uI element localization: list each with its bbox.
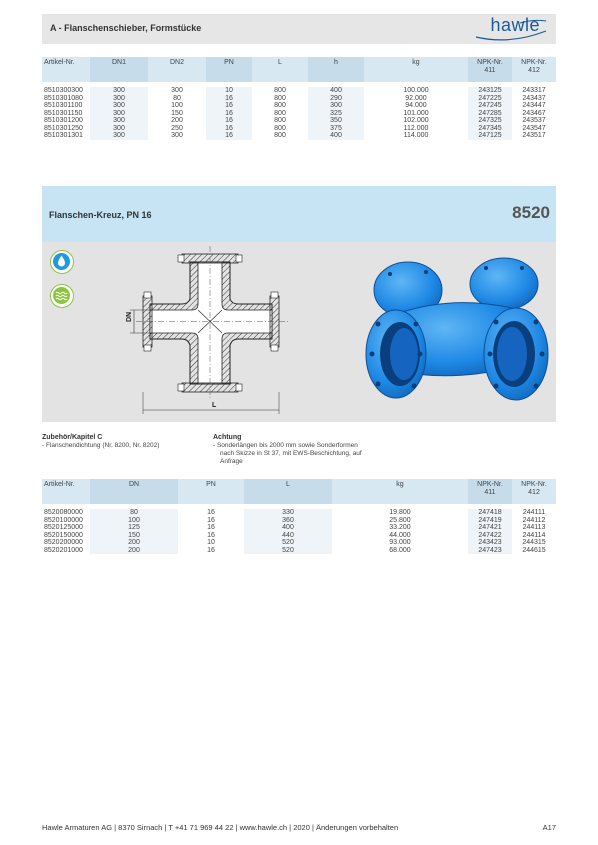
table-cell: 25.800 (389, 516, 411, 524)
table-cell: 244113 (522, 524, 546, 531)
table-cell: 300 (171, 132, 183, 139)
dim-dn-label: DN (126, 311, 133, 322)
product-title: Flanschen-Kreuz, PN 16 (49, 210, 152, 220)
table-header-row (42, 479, 556, 504)
table-cell: 247345 (468, 125, 512, 133)
col-pn: PN (206, 57, 252, 82)
table-row (42, 125, 556, 133)
table-cell: 8520201000 (44, 546, 83, 554)
table-cell: 243467 (522, 109, 546, 117)
page-number: A17 (542, 823, 556, 832)
col-npk-411-label: NPK-Nr. (477, 481, 503, 488)
table-cell: 400 (308, 132, 364, 140)
table-cell: 114.000 (403, 132, 429, 139)
col-npk-412 (512, 479, 556, 504)
table-cell: 300 (308, 102, 364, 110)
table-cell: 300 (90, 95, 148, 103)
table-cell: 100 (171, 102, 183, 109)
table-cell: 244114 (522, 531, 546, 539)
table-cell: 93.000 (389, 539, 411, 546)
table-cell: 244112 (522, 516, 546, 524)
col-npk-412-label: NPK-Nr. (521, 481, 547, 488)
table-header-row (42, 57, 556, 82)
table-cell: 112.000 (403, 124, 429, 132)
table-cell: 300 (171, 87, 183, 94)
table-row (42, 539, 556, 547)
table-cell: 290 (308, 95, 364, 103)
table-cell: 300 (90, 125, 148, 133)
col-npk-412-num: 412 (528, 67, 540, 74)
logo-text: hawle (490, 15, 540, 35)
table-cell: 300 (90, 110, 148, 118)
table-cell: 440 (244, 532, 332, 540)
table-cell: 243423 (468, 539, 512, 547)
table-cell: 247245 (468, 102, 512, 110)
table-cell: 800 (274, 117, 286, 124)
table-cell: 300 (90, 102, 148, 110)
table-cell: 244315 (522, 539, 546, 546)
table-cell: 8510301250 (44, 124, 83, 132)
table-cell: 8520150000 (44, 531, 83, 539)
table-cell: 243125 (468, 87, 512, 95)
hawle-logo (470, 15, 550, 43)
col-dn: DN (90, 479, 178, 504)
table-cell: 244615 (522, 546, 546, 554)
table-cell: 800 (274, 102, 286, 109)
note-line-2: nach Skizze in St 37, mit EWS-Beschichtung, auf (220, 450, 362, 457)
table-cell: 8510301301 (44, 132, 83, 139)
table-cell: 247325 (468, 117, 512, 125)
table-cell: 16 (206, 132, 252, 140)
table-cell: 243447 (522, 102, 546, 109)
col-artikel: Artikel-Nr. (42, 479, 90, 504)
table-cell: 300 (90, 117, 148, 125)
col-kg: kg (364, 57, 468, 82)
table-cell: 247285 (468, 110, 512, 118)
table-cell: 16 (206, 110, 252, 118)
table1-body (42, 82, 556, 140)
col-pn: PN (178, 479, 244, 504)
table-row (42, 102, 556, 110)
table-cell: 16 (207, 516, 215, 524)
col-l: L (252, 57, 308, 82)
col-npk-412-label: NPK-Nr. (521, 59, 547, 66)
table-cell: 300 (90, 87, 148, 95)
table-cell: 247125 (468, 132, 512, 140)
table-cell: 33.200 (389, 524, 411, 531)
table-row (42, 132, 556, 140)
col-l: L (244, 479, 332, 504)
col-npk-412-num: 412 (528, 489, 540, 496)
table-cell: 16 (206, 125, 252, 133)
table-cell: 800 (274, 87, 286, 94)
water-drop-icon (50, 250, 74, 274)
col-npk-412 (512, 57, 556, 82)
table-cell: 400 (244, 524, 332, 532)
table-cell: 244111 (522, 509, 546, 516)
table-cell: 8520080000 (44, 509, 83, 516)
col-dn1: DN1 (90, 57, 148, 82)
table-cell: 101.000 (403, 109, 429, 117)
table-cell: 247419 (468, 517, 512, 525)
table2-body (42, 504, 556, 554)
col-npk-411 (468, 57, 512, 82)
dim-l-label: L (212, 402, 217, 409)
col-dn2: DN2 (148, 57, 206, 82)
table-cell: 247422 (468, 532, 512, 540)
table-cell: 68.000 (389, 546, 411, 554)
table-cell: 150 (171, 109, 183, 117)
table-cell: 247423 (468, 547, 512, 555)
table-cell: 800 (274, 124, 286, 132)
table-row (42, 117, 556, 125)
table-cell: 44.000 (389, 531, 411, 539)
table-cell: 350 (308, 117, 364, 125)
table-row (42, 517, 556, 525)
table-cell: 125 (90, 524, 178, 532)
table-cell: 16 (206, 117, 252, 125)
table-cell: 200 (90, 547, 178, 555)
table-cell: 250 (171, 124, 183, 132)
table-row (42, 87, 556, 95)
table-cell: 8510301100 (44, 102, 83, 109)
table-row (42, 509, 556, 517)
table-cell: 94.000 (405, 102, 427, 109)
table-cell: 520 (244, 539, 332, 547)
col-kg: kg (332, 479, 468, 504)
table-cell: 330 (244, 509, 332, 517)
table-cell: 16 (207, 509, 215, 516)
table-cell: 16 (207, 531, 215, 539)
table-cell: 8520200000 (44, 539, 83, 546)
table-cell: 8510301200 (44, 117, 83, 124)
product-number: 8520 (512, 203, 550, 222)
note-label: Achtung (213, 434, 242, 441)
table-row (42, 524, 556, 532)
table-cell: 375 (308, 125, 364, 133)
note-line-3: Anfrage (220, 458, 243, 465)
table-cell: 100 (90, 517, 178, 525)
table-cell: 800 (274, 109, 286, 117)
col-artikel: Artikel-Nr. (42, 57, 90, 82)
table-cell: 200 (171, 117, 183, 124)
table-cell: 92.000 (405, 94, 427, 102)
table-cell: 10 (207, 539, 215, 546)
table-flanschen-kreuz (42, 479, 556, 554)
table-cell: 102.000 (403, 117, 429, 124)
table-row (42, 532, 556, 540)
table-row (42, 95, 556, 103)
accessories-label: Zubehör/Kapitel C (42, 434, 103, 441)
product-header (42, 186, 556, 242)
table-cell: 16 (207, 546, 215, 554)
technical-drawing (110, 244, 300, 416)
table-cell: 8510300300 (44, 87, 83, 94)
table-cell: 8520100000 (44, 516, 83, 524)
table-row (42, 547, 556, 555)
table-cell: 325 (308, 110, 364, 118)
accessories-text: - Flanschendichtung (Nr. 8200, Nr. 8202) (42, 442, 160, 449)
table-cell: 243547 (522, 124, 546, 132)
table-cell: 19.800 (389, 509, 411, 516)
product-photo (356, 254, 552, 414)
table-cell: 243317 (522, 87, 546, 94)
section-title: A - Flanschenschieber, Formstücke (50, 23, 202, 33)
table-cell: 360 (244, 517, 332, 525)
table-cell: 16 (206, 95, 252, 103)
table-cell: 16 (207, 524, 215, 531)
table-cell: 247421 (468, 524, 512, 532)
col-npk-411 (468, 479, 512, 504)
col-h: h (308, 57, 364, 82)
col-npk-411-label: NPK-Nr. (477, 59, 503, 66)
table-cell: 243517 (522, 132, 546, 139)
table-cell: 400 (308, 87, 364, 95)
table-cell: 800 (274, 94, 286, 102)
table-cell: 80 (173, 94, 181, 102)
col-npk-411-num: 411 (484, 489, 496, 496)
table-cell: 10 (206, 87, 252, 95)
note-line-1: - Sonderlängen bis 2000 mm sowie Sonderformen (213, 442, 358, 449)
table-cell: 243437 (522, 94, 546, 102)
table-cell: 8520125000 (44, 524, 83, 531)
table-cell: 800 (274, 132, 286, 139)
table-cell: 247225 (468, 95, 512, 103)
table-cell: 243537 (522, 117, 546, 124)
table-row (42, 110, 556, 118)
table-cell: 150 (90, 532, 178, 540)
table-cell: 200 (90, 539, 178, 547)
footer-text: Hawle Armaturen AG | 8370 Sirnach | T +41 71 969 44 22 | www.hawle.ch | 2020 | Änderungen vorbehalten (42, 823, 399, 832)
table-cell: 8510301150 (44, 109, 83, 117)
table-cell: 520 (244, 547, 332, 555)
table-cell: 8510301080 (44, 94, 83, 102)
table-cell: 100.000 (403, 87, 429, 94)
table-cell: 247418 (468, 509, 512, 517)
table-cell: 16 (206, 102, 252, 110)
table-cell: 300 (90, 132, 148, 140)
waves-icon (50, 284, 74, 308)
table-flanschenschieber (42, 57, 556, 140)
table-cell: 80 (90, 509, 178, 517)
header-bar (42, 14, 556, 44)
col-npk-411-num: 411 (484, 67, 496, 74)
